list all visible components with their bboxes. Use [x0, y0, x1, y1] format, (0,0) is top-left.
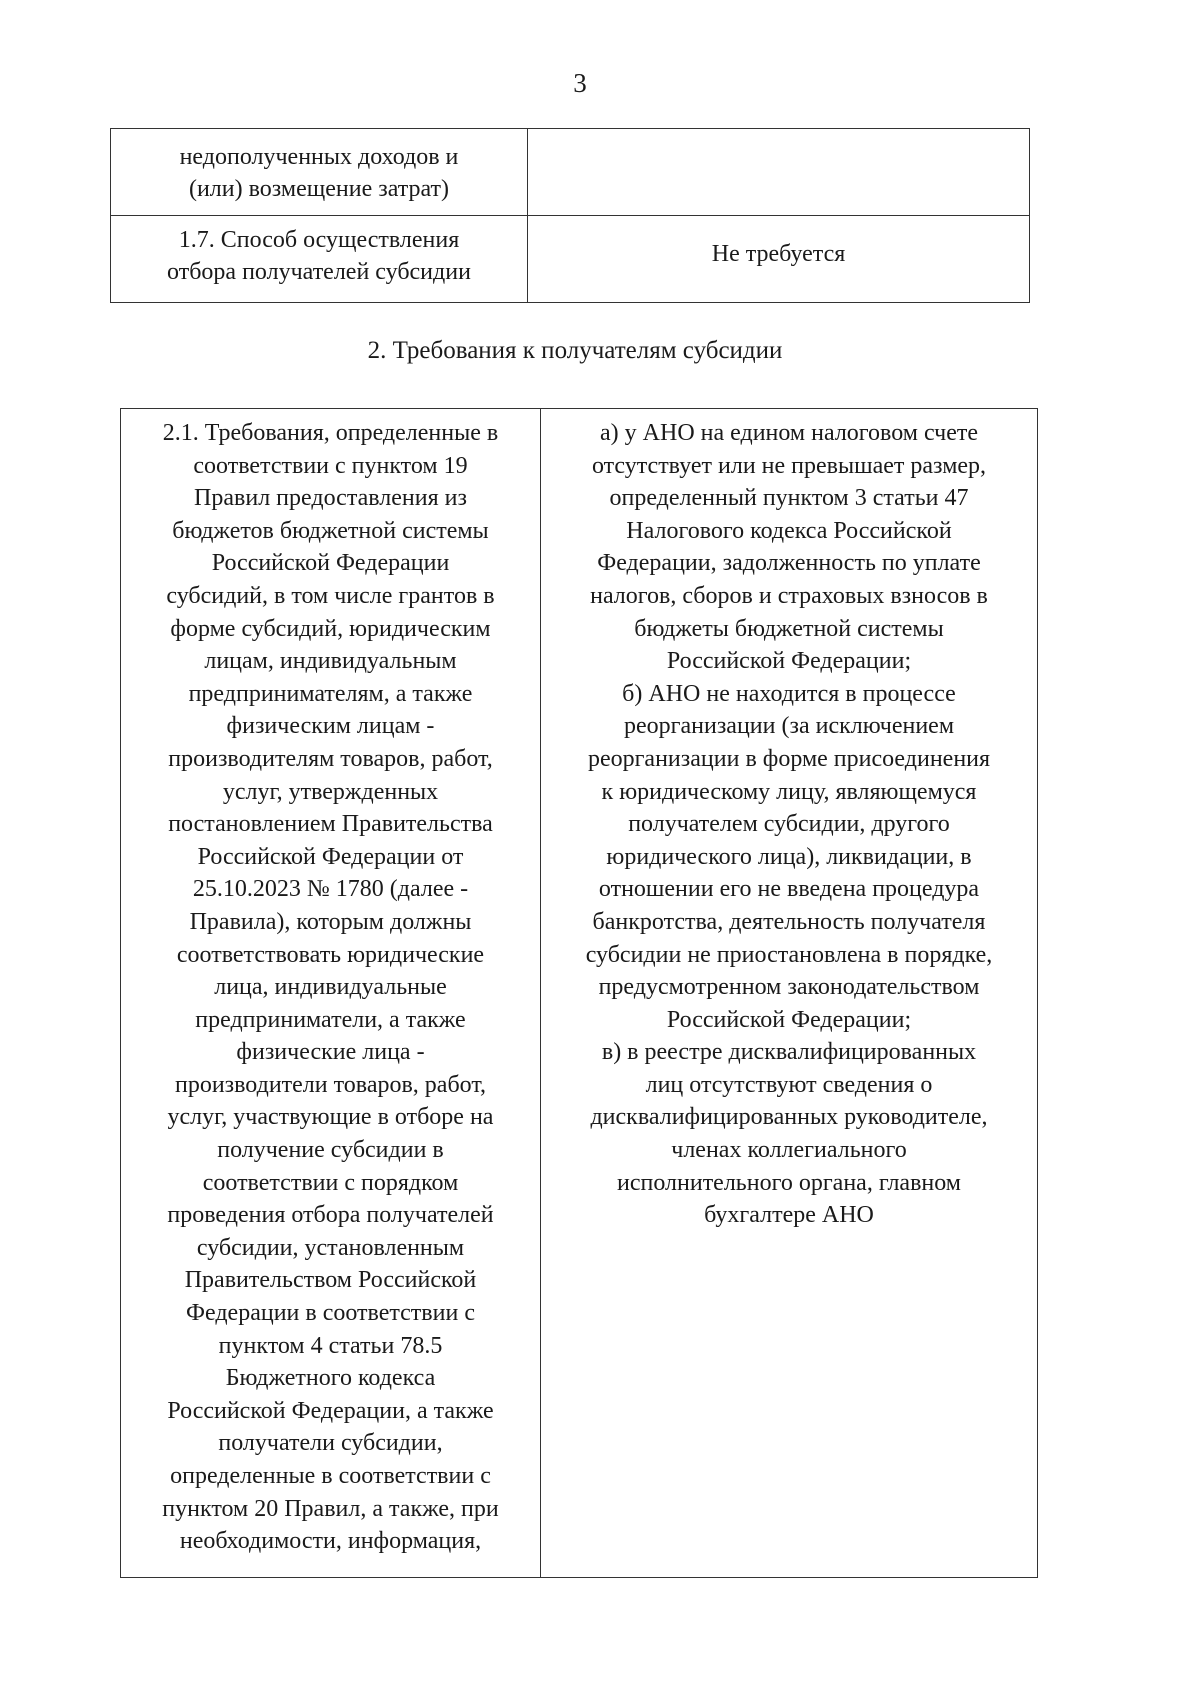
- table-cell-right: [528, 129, 1030, 216]
- cell-line: соответствовать юридические: [176, 941, 485, 968]
- cell-line: Российской Федерации от: [197, 843, 464, 870]
- table-row: [111, 129, 1030, 216]
- cell-line: Российской Федерации: [211, 550, 450, 577]
- requirements-cell-left: [121, 409, 541, 1578]
- top-table: [110, 128, 1030, 303]
- cell-line: отсутствует или не превышает размер,: [591, 452, 987, 479]
- cell-line: исполнительного органа, главном: [617, 1169, 961, 1196]
- cell-line: 25.10.2023 № 1780 (далее -: [192, 876, 469, 903]
- table-cell-right: Не требуется: [528, 216, 1030, 303]
- cell-line: предусмотренном законодательством: [598, 974, 980, 1001]
- page-number: 3: [573, 68, 587, 98]
- cell-line: к юридическому лицу, являющемуся: [601, 778, 977, 805]
- cell-line: пунктом 20 Правил, а также, при: [162, 1495, 499, 1522]
- cell-line: 1.7. Способ осуществления: [178, 227, 460, 253]
- cell-line: Правил предоставления из: [194, 485, 467, 512]
- cell-line: Правительством Российской: [184, 1267, 477, 1294]
- table-cell-left: [111, 216, 528, 303]
- cell-line: членах коллегиального: [671, 1137, 907, 1164]
- cell-line: реорганизации (за исключением: [623, 713, 955, 740]
- cell-line: Правила), которым должны: [189, 908, 472, 935]
- cell-line: отбора получателей субсидии: [167, 259, 471, 285]
- cell-line: субсидии, установленным: [196, 1234, 465, 1261]
- cell-line: услуг, утвержденных: [222, 778, 439, 805]
- cell-line: недополученных доходов и: [179, 144, 459, 170]
- cell-line: Российской Федерации, а также: [167, 1397, 494, 1424]
- cell-line: реорганизации в форме присоединения: [587, 745, 991, 772]
- cell-line: соответствии с порядком: [202, 1169, 459, 1196]
- cell-line: налогов, сборов и страховых взносов в: [590, 582, 988, 609]
- cell-line: определенные в соответствии с: [170, 1463, 491, 1489]
- cell-line: субсидии не приостановлена в порядке,: [585, 941, 993, 968]
- cell-line: бухгалтере АНО: [704, 1202, 874, 1229]
- cell-line: физическим лицам -: [226, 713, 435, 740]
- cell-line: пунктом 4 статьи 78.5: [218, 1332, 443, 1359]
- cell-line: форме субсидий, юридическим: [170, 615, 491, 642]
- cell-line: бюджеты бюджетной системы: [634, 615, 944, 642]
- cell-line: лиц отсутствуют сведения о: [645, 1071, 933, 1098]
- cell-line: в) в реестре дисквалифицированных: [601, 1039, 977, 1066]
- cell-line: постановлением Правительства: [168, 811, 493, 838]
- cell-line: (или) возмещение затрат): [188, 176, 450, 202]
- cell-line: физические лица -: [236, 1039, 425, 1066]
- table-cell-left: [111, 129, 528, 216]
- cell-line: получатели субсидии,: [218, 1430, 443, 1457]
- cell-line: б) АНО не находится в процессе: [622, 680, 956, 707]
- table-row: [121, 409, 1038, 1578]
- cell-line: 2.1. Требования, определенные в: [162, 420, 499, 446]
- cell-line: Бюджетного кодекса: [225, 1365, 436, 1392]
- cell-line: а) у АНО на едином налоговом счете: [600, 420, 978, 446]
- cell-line: Федерации в соответствии с: [186, 1300, 475, 1327]
- table-row: [111, 216, 1030, 303]
- cell-line: предпринимателям, а также: [188, 680, 473, 707]
- cell-line: лицам, индивидуальным: [204, 648, 457, 675]
- cell-line: юридического лица), ликвидации, в: [606, 843, 972, 870]
- cell-line: бюджетов бюджетной системы: [172, 517, 489, 544]
- cell-line: определенный пунктом 3 статьи 47: [609, 485, 969, 512]
- cell-line: услуг, участвующие в отборе на: [167, 1104, 494, 1131]
- section-heading: 2. Требования к получателям субсидии: [367, 337, 783, 364]
- cell-line: предприниматели, а также: [195, 1006, 466, 1033]
- requirements-cell-right: [541, 409, 1038, 1578]
- cell-line: соответствии с пунктом 19: [193, 452, 468, 479]
- requirements-table: [120, 408, 1038, 1578]
- cell-line: Налогового кодекса Российской: [626, 517, 952, 544]
- cell-line: субсидий, в том числе грантов в: [166, 582, 495, 609]
- cell-line: производителям товаров, работ,: [168, 745, 493, 772]
- cell-line: производители товаров, работ,: [174, 1071, 487, 1098]
- cell-line: отношении его не введена процедура: [598, 876, 980, 903]
- cell-line: получателем субсидии, другого: [628, 811, 950, 838]
- cell-line: Российской Федерации;: [666, 648, 912, 675]
- cell-line: проведения отбора получателей: [167, 1202, 494, 1229]
- cell-line: необходимости, информация,: [179, 1528, 482, 1555]
- cell-line: банкротства, деятельность получателя: [592, 908, 986, 935]
- cell-line: лица, индивидуальные: [214, 974, 447, 1001]
- cell-line: Федерации, задолженность по уплате: [597, 550, 981, 577]
- cell-line: дисквалифицированных руководителе,: [590, 1104, 988, 1131]
- cell-line: Российской Федерации;: [666, 1006, 912, 1033]
- cell-line: получение субсидии в: [217, 1137, 444, 1164]
